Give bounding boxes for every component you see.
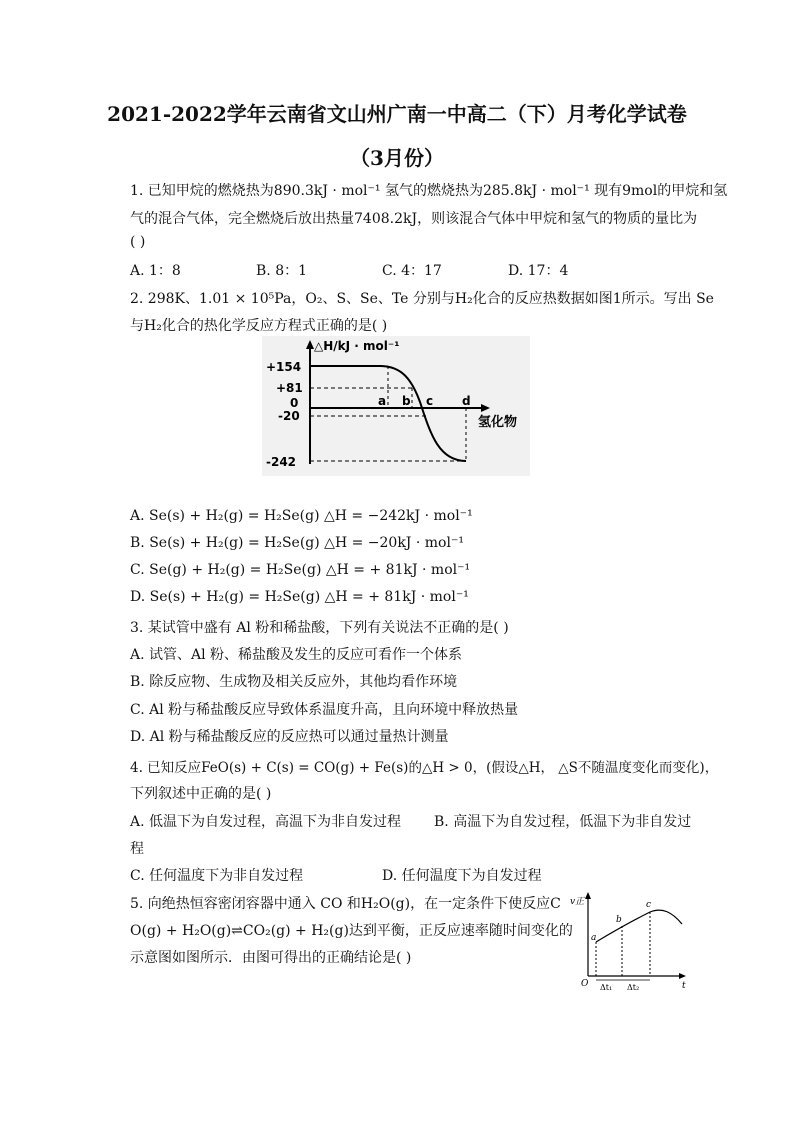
tick-neg242: -242 xyxy=(266,455,297,469)
point-a: a xyxy=(378,394,387,408)
point-d: d xyxy=(462,394,471,408)
q4-option-b-wrap: 程 xyxy=(130,841,144,857)
q3-option-a: A. 试管、Al 粉、稀盐酸及发生的反应可看作一个体系 xyxy=(130,647,463,663)
q2-option-a: A. Se(s) + H₂(g) = H₂Se(g) △H = −242kJ · mol⁻¹ xyxy=(130,508,473,524)
rate-ylabel: v正 xyxy=(570,897,585,907)
q3-option-d: D. Al 粉与稀盐酸反应的反应热可以通过量热计测量 xyxy=(130,729,449,745)
rate-y-arrow xyxy=(585,892,591,899)
q4-option-d: D. 任何温度下为自发过程 xyxy=(382,868,542,884)
point-b: b xyxy=(402,394,411,408)
q4-option-c: C. 任何温度下为非自发过程 xyxy=(130,868,304,884)
q1-stem-line3: ( ) xyxy=(130,234,146,250)
q1-option-a: A. 1：8 xyxy=(130,263,181,279)
exam-subtitle: （3月份） xyxy=(350,146,444,170)
figure-background xyxy=(262,336,530,476)
interval-t2-label: Δt₂ xyxy=(627,983,640,992)
rate-point-c: c xyxy=(646,900,652,910)
rate-point-b: b xyxy=(616,915,622,925)
rate-origin: O xyxy=(581,979,589,989)
q1-stem-line1: 1. 已知甲烷的燃烧热为890.3kJ · mol⁻¹ 氢气的燃烧热为285.8kJ · mol⁻¹ 现有9mol的甲烷和氢 xyxy=(130,183,728,199)
q4-stem-line2: 下列叙述中正确的是( ) xyxy=(130,786,272,802)
q2-option-b: B. Se(s) + H₂(g) = H₂Se(g) △H = −20kJ · mol⁻¹ xyxy=(130,535,464,551)
tick-154: +154 xyxy=(266,360,302,374)
q2-option-d: D. Se(s) + H₂(g) = H₂Se(g) △H = + 81kJ · mol⁻¹ xyxy=(130,589,469,605)
point-c: c xyxy=(426,394,434,408)
tick-neg20: -20 xyxy=(278,409,300,423)
q2-stem-line2: 与H₂化合的热化学反应方程式正确的是( ) xyxy=(130,318,388,334)
q3-stem: 3. 某试管中盛有 Al 粉和稀盐酸，下列有关说法不正确的是( ) xyxy=(130,620,509,636)
q3-option-b: B. 除反应物、生成物及相关反应外，其他均看作环境 xyxy=(130,674,458,690)
q2-stem-line1: 2. 298K、1.01 × 10⁵Pa，O₂、S、Se、Te 分别与H₂化合的反应热数据如图1所示。写出 Se xyxy=(130,291,714,307)
figure-ylabel: △H/kJ · mol⁻¹ xyxy=(314,339,400,353)
q5-figure xyxy=(568,890,694,992)
q4-option-b: B. 高温下为自发过程，低温下为非自发过 xyxy=(434,814,692,830)
q1-option-b: B. 8：1 xyxy=(256,263,308,279)
q1-option-d: D. 17：4 xyxy=(508,263,569,279)
q4-option-a: A. 低温下为自发过程，高温下为非自发过程 xyxy=(130,814,402,830)
q2-figure xyxy=(262,336,530,476)
figure-xlabel: 氢化物 xyxy=(478,415,518,430)
q3-option-c: C. Al 粉与稀盐酸反应导致体系温度升高，且向环境中释放热量 xyxy=(130,702,519,718)
q5-stem-line2: O(g) + H₂O(g)⇌CO₂(g) + H₂(g)达到平衡，正反应速率随时间变化的 xyxy=(130,923,573,939)
rate-curve xyxy=(596,910,682,942)
exam-title: 2021-2022学年云南省文山州广南一中高二（下）月考化学试卷 xyxy=(107,102,687,126)
q5-stem-line3: 示意图如图所示．由图可得出的正确结论是( ) xyxy=(130,950,412,966)
q2-option-c: C. Se(g) + H₂(g) = H₂Se(g) △H = + 81kJ · mol⁻¹ xyxy=(130,562,471,578)
rate-xlabel: t xyxy=(682,981,686,991)
tick-81: +81 xyxy=(276,381,303,395)
tick-0: 0 xyxy=(290,396,299,410)
q4-stem-line1: 4. 已知反应FeO(s) + C(s) = CO(g) + Fe(s)的△H > 0，(假设△H， △S不随温度变化而变化)， xyxy=(130,760,719,776)
interval-t1-label: Δt₁ xyxy=(600,983,613,992)
q1-stem-line2: 气的混合气体，完全燃烧后放出热量7408.2kJ，则该混合气体中甲烷和氢气的物质的量比为 xyxy=(130,211,698,227)
rate-point-a: a xyxy=(591,933,597,943)
rate-x-arrow xyxy=(679,973,686,979)
q1-option-c: C. 4：17 xyxy=(382,263,442,279)
q5-stem-line1: 5. 向绝热恒容密闭容器中通入 CO 和H₂O(g)，在一定条件下使反应C xyxy=(130,896,561,912)
